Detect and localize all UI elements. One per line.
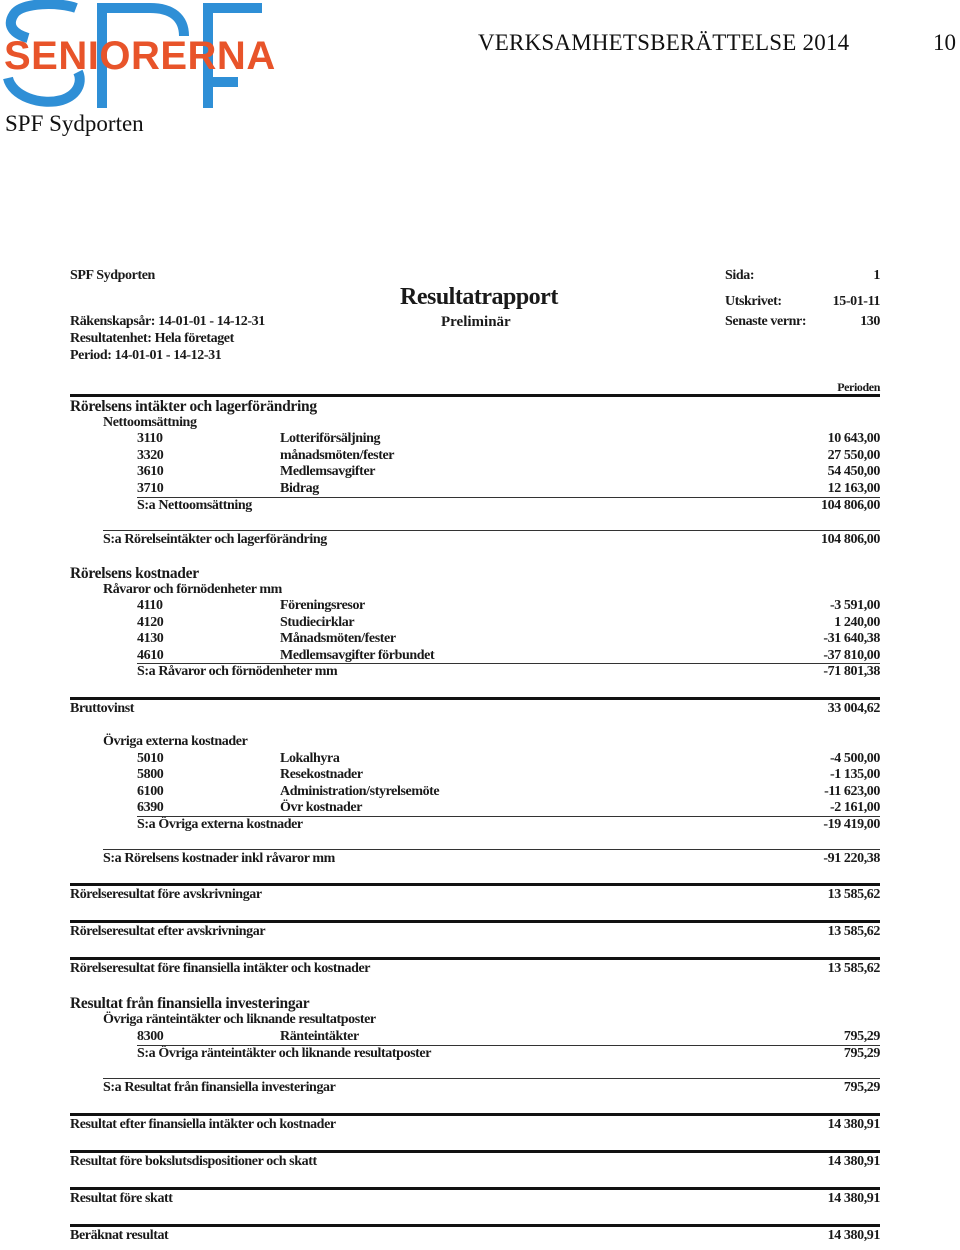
row-label: Rörelsens kostnader (70, 565, 199, 582)
row-label: S:a Rörelseintäkter och lagerförändring (103, 532, 327, 547)
row-label: Medlemsavgifter förbundet (280, 648, 435, 663)
row-amount: 10 643,00 (827, 431, 880, 446)
row-label: Administration/styrelsemöte (280, 784, 440, 799)
report-row-item (70, 631, 880, 648)
report-row-section (70, 995, 880, 1012)
row-amount: -71 801,38 (823, 664, 880, 679)
total-rule (103, 849, 880, 850)
fiscal-year: Räkenskapsår: 14-01-01 - 14-12-31 (70, 314, 265, 329)
account-number: 3610 (137, 464, 164, 479)
result-rule (70, 1224, 880, 1227)
row-amount: 795,29 (843, 1080, 880, 1095)
row-amount: -1 135,00 (829, 767, 880, 782)
row-label: Lotteriförsäljning (280, 431, 381, 446)
row-amount: 104 806,00 (820, 532, 880, 547)
result-rule (70, 1113, 880, 1116)
account-number: 4110 (137, 598, 163, 613)
report-title: Resultatrapport (400, 284, 558, 310)
result-rule (70, 920, 880, 923)
row-label: Bidrag (280, 481, 319, 496)
account-number: 4610 (137, 648, 164, 663)
row-amount: 27 550,00 (827, 448, 880, 463)
account-number: 6100 (137, 784, 164, 799)
row-label: S:a Övriga ränteintäkter och liknande resultatposter (137, 1046, 432, 1061)
report-row-group (70, 1012, 880, 1029)
row-label: S:a Rörelsens kostnader inkl råvaror mm (103, 851, 335, 866)
report-row-item (70, 431, 880, 448)
version-value: 130 (860, 314, 880, 329)
page-value: 1 (873, 268, 880, 283)
row-label: Föreningsresor (280, 598, 365, 613)
report-row-total (70, 532, 880, 549)
report-row-total (70, 851, 880, 868)
row-label: Månadsmöten/fester (280, 631, 396, 646)
subtotal-rule (137, 663, 880, 664)
account-number: 5800 (137, 767, 164, 782)
account-number: 4120 (137, 615, 164, 630)
report-row-result (70, 701, 880, 718)
report-row-total (70, 1080, 880, 1097)
row-amount: 1 240,00 (834, 615, 880, 630)
row-label: månadsmöten/fester (280, 448, 395, 463)
report-row-item (70, 481, 880, 498)
row-label: S:a Övriga externa kostnader (137, 817, 303, 832)
row-label: Resultat från finansiella investeringar (70, 995, 310, 1012)
account-number: 3110 (137, 431, 163, 446)
report-org: SPF Sydporten (70, 268, 155, 283)
account-number: 4130 (137, 631, 164, 646)
row-label: Nettoomsättning (103, 415, 197, 430)
report-row-result (70, 1154, 880, 1171)
row-label: Bruttovinst (70, 701, 135, 716)
row-amount: 33 004,62 (827, 701, 880, 716)
report-row-result (70, 1228, 880, 1245)
report-row-result (70, 1117, 880, 1134)
report-row-result (70, 961, 880, 978)
result-rule (70, 697, 880, 700)
report-subtitle: Preliminär (441, 314, 511, 330)
report-row-subtotal (70, 817, 880, 834)
row-amount: 104 806,00 (820, 498, 880, 513)
row-label: Råvaror och förnödenheter mm (103, 582, 282, 597)
report-row-section (70, 398, 880, 415)
subtotal-rule (137, 497, 880, 498)
row-amount: 795,29 (843, 1029, 880, 1044)
row-label: Rörelsens intäkter och lagerförändring (70, 398, 317, 415)
row-label: Studiecirklar (280, 615, 355, 630)
account-number: 8300 (137, 1029, 164, 1044)
report-row-section (70, 565, 880, 582)
row-label: S:a Resultat från finansiella investeringar (103, 1080, 336, 1095)
account-number: 5010 (137, 751, 164, 766)
report-period: Period: 14-01-01 - 14-12-31 (70, 348, 222, 363)
report-row-item (70, 615, 880, 632)
row-amount: -2 161,00 (829, 800, 880, 815)
report-row-subtotal (70, 1046, 880, 1063)
row-amount: 13 585,62 (827, 924, 880, 939)
row-amount: -19 419,00 (823, 817, 880, 832)
report-row-group (70, 415, 880, 432)
row-label: Rörelseresultat efter avskrivningar (70, 924, 266, 939)
row-amount: 14 380,91 (827, 1228, 880, 1243)
row-label: Medlemsavgifter (280, 464, 376, 479)
report-row-group (70, 734, 880, 751)
report-row-result (70, 1191, 880, 1208)
account-number: 6390 (137, 800, 164, 815)
row-label: S:a Nettoomsättning (137, 498, 252, 513)
version-label: Senaste vernr: (725, 314, 807, 329)
total-rule (103, 530, 880, 531)
total-rule (103, 1078, 880, 1079)
result-rule (70, 957, 880, 960)
row-amount: 12 163,00 (827, 481, 880, 496)
row-label: Övriga externa kostnader (103, 734, 248, 749)
row-label: Övriga ränteintäkter och liknande resultatposter (103, 1012, 376, 1027)
account-number: 3320 (137, 448, 164, 463)
subtotal-rule (137, 816, 880, 817)
row-amount: -3 591,00 (829, 598, 880, 613)
row-label: Resultat före skatt (70, 1191, 173, 1206)
row-amount: -31 640,38 (823, 631, 880, 646)
row-amount: 54 450,00 (827, 464, 880, 479)
result-rule (70, 883, 880, 886)
row-amount: -11 623,00 (824, 784, 880, 799)
printed-label: Utskrivet: (725, 294, 782, 309)
report-row-item (70, 464, 880, 481)
row-amount: -91 220,38 (823, 851, 880, 866)
report-row-subtotal (70, 664, 880, 681)
report-row-item (70, 598, 880, 615)
column-header: Perioden (837, 380, 880, 394)
page-number: 10 (933, 30, 956, 55)
row-amount: 14 380,91 (827, 1117, 880, 1132)
row-label: Övr kostnader (280, 800, 363, 815)
report-row-item (70, 767, 880, 784)
report-row-item (70, 784, 880, 801)
result-rule (70, 1150, 880, 1153)
row-label: Resultat efter finansiella intäkter och kostnader (70, 1117, 336, 1132)
row-amount: 13 585,62 (827, 887, 880, 902)
row-amount: -37 810,00 (823, 648, 880, 663)
row-label: Rörelseresultat före avskrivningar (70, 887, 262, 902)
report-row-result (70, 887, 880, 904)
account-number: 3710 (137, 481, 164, 496)
organization-name: SPF Sydporten (5, 111, 144, 136)
spf-seniorerna-logo (0, 0, 276, 112)
report-row-item (70, 800, 880, 817)
report-row-item (70, 751, 880, 768)
report-row-item (70, 448, 880, 465)
header-rule (70, 394, 880, 397)
row-label: S:a Råvaror och förnödenheter mm (137, 664, 338, 679)
row-amount: -4 500,00 (829, 751, 880, 766)
subtotal-rule (137, 1045, 880, 1046)
printed-value: 15-01-11 (832, 294, 880, 309)
row-amount: 795,29 (843, 1046, 880, 1061)
report-row-group (70, 582, 880, 599)
result-rule (70, 1187, 880, 1190)
row-label: Resultat före bokslutsdispositioner och skatt (70, 1154, 317, 1169)
row-label: Beräknat resultat (70, 1228, 169, 1243)
page-title: VERKSAMHETSBERÄTTELSE 2014 (478, 30, 850, 55)
report-row-result (70, 924, 880, 941)
row-amount: 14 380,91 (827, 1154, 880, 1169)
row-label: Rörelseresultat före finansiella intäkter och kostnader (70, 961, 371, 976)
report-row-subtotal (70, 498, 880, 515)
result-unit: Resultatenhet: Hela företaget (70, 331, 234, 346)
report-row-item (70, 1029, 880, 1046)
page-label: Sida: (725, 268, 755, 283)
row-label: Lokalhyra (280, 751, 340, 766)
row-label: Ränteintäkter (280, 1029, 359, 1044)
logo-wordmark: SENIORERNA (4, 34, 276, 78)
row-label: Resekostnader (280, 767, 363, 782)
result-report (70, 260, 880, 1250)
row-amount: 14 380,91 (827, 1191, 880, 1206)
row-amount: 13 585,62 (827, 961, 880, 976)
